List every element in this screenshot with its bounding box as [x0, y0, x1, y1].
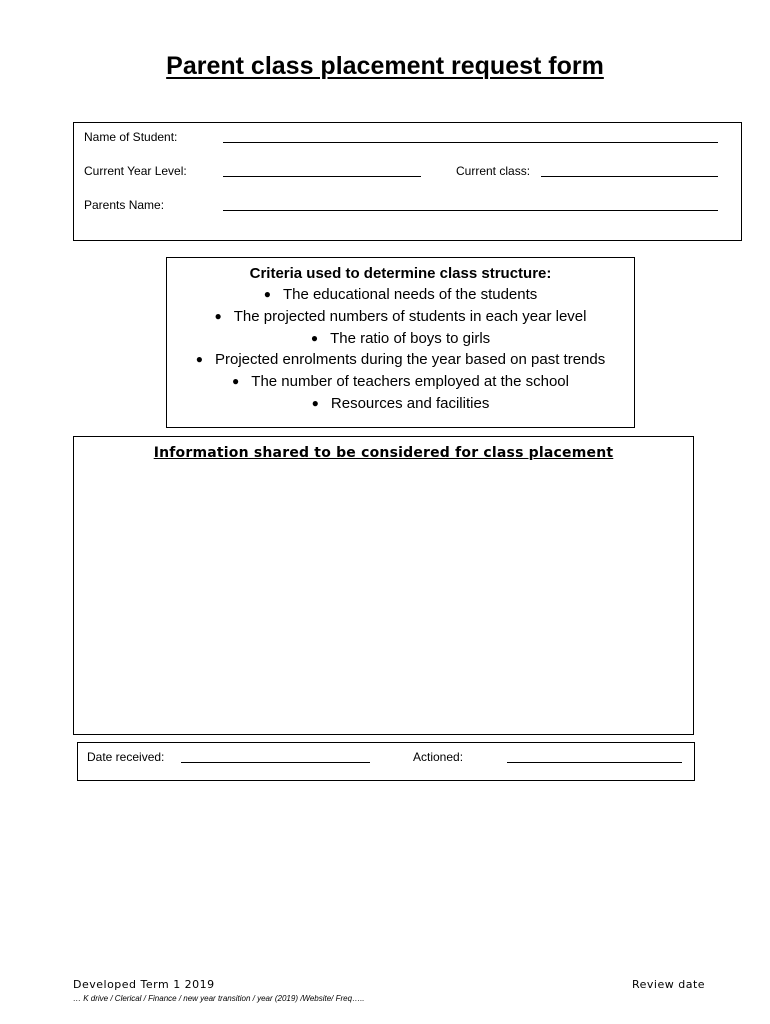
current-class-label: Current class: [456, 164, 531, 178]
criteria-list [167, 284, 634, 415]
name-of-student-label: Name of Student: [84, 130, 178, 144]
parents-name-label: Parents Name: [84, 198, 165, 212]
actioned-field[interactable] [507, 762, 682, 763]
developed-term: Developed Term 1 2019 [73, 978, 215, 991]
office-use-section [77, 742, 695, 781]
current-class-field[interactable] [541, 176, 718, 177]
bullet-icon: ● [195, 352, 203, 367]
review-date: Review date [632, 978, 706, 991]
criteria-section [166, 257, 635, 428]
list-item: ● The ratio of boys to girls [310, 329, 491, 347]
page-title: Parent class placement request form [166, 52, 604, 80]
bullet-icon: ● [263, 287, 271, 301]
actioned-label: Actioned: [413, 750, 464, 764]
current-year-level-label: Current Year Level: [84, 164, 187, 178]
criteria-heading: Criteria used to determine class structure: [249, 265, 552, 282]
student-details-section [73, 122, 742, 241]
bullet-icon: ● [232, 374, 240, 389]
list-item: ● The projected numbers of students in each year level [214, 307, 587, 325]
bullet-icon: ● [311, 395, 319, 410]
file-path: … K drive / Clerical / Finance / new year transition / year (2019) /Website/ Freq….. [73, 994, 365, 1003]
bullet-icon: ● [214, 308, 222, 323]
list-item: ● Resources and facilities [311, 394, 490, 412]
list-item: ● The educational needs of the students [263, 286, 538, 303]
current-year-level-field[interactable] [223, 176, 421, 177]
list-item: ● The number of teachers employed at the school [232, 373, 569, 391]
date-received-label: Date received: [87, 750, 165, 764]
date-received-field[interactable] [181, 762, 370, 763]
parents-name-field[interactable] [223, 210, 718, 211]
list-item: ● Projected enrolments during the year based on past trends [195, 351, 606, 369]
bullet-icon: ● [310, 330, 319, 345]
information-heading: Information shared to be considered for class placement [153, 445, 614, 461]
name-of-student-field[interactable] [223, 142, 718, 143]
information-section[interactable] [73, 436, 694, 735]
